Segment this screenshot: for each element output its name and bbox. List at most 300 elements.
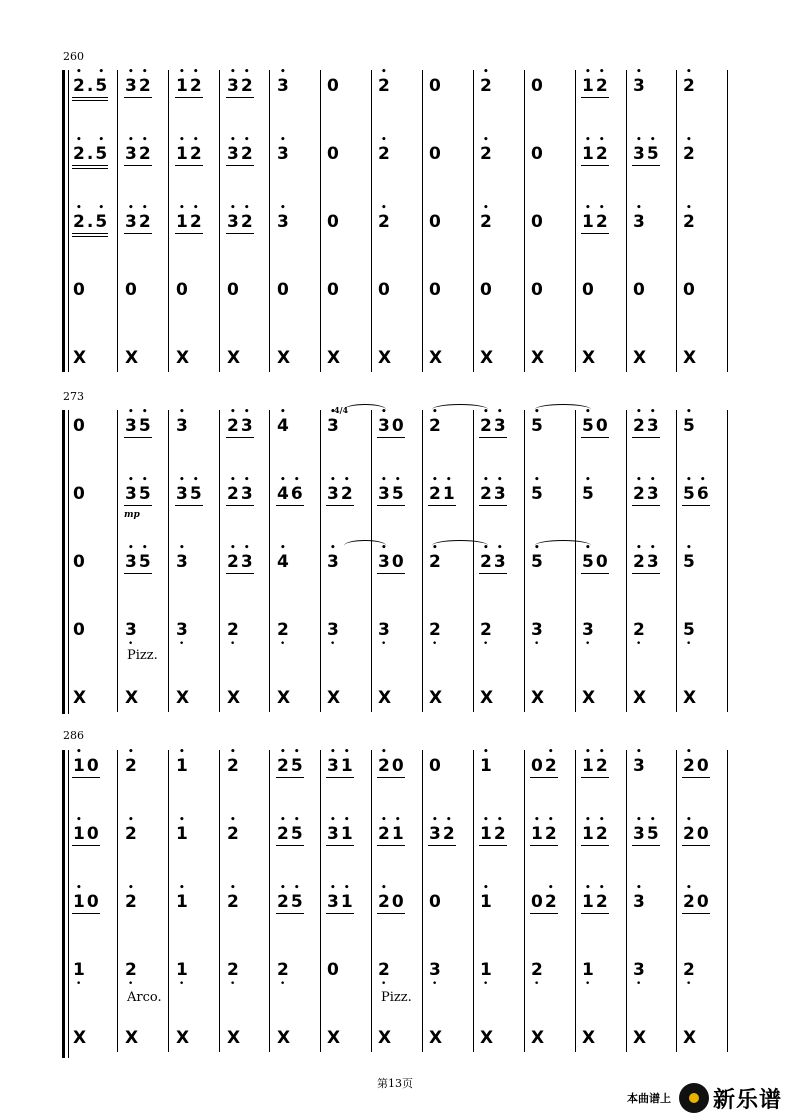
measure-cell (377, 883, 405, 912)
measure-cell (326, 144, 340, 164)
note-glyph: 3 • (327, 883, 339, 912)
octave-dot-above: • (141, 135, 148, 145)
measure-cell (72, 815, 100, 844)
measure-cell (326, 407, 340, 436)
note-group (377, 67, 391, 96)
measure-cell (632, 475, 660, 504)
measure-cell (226, 475, 254, 504)
note-glyph: 3 • (646, 475, 659, 504)
measure-cell (530, 348, 545, 368)
measure-cell (530, 747, 558, 776)
note-group (428, 815, 456, 846)
note-glyph: X (378, 348, 392, 368)
note-glyph: 3 • (633, 67, 645, 96)
octave-dot-above: • (280, 135, 286, 145)
note-glyph: X (227, 348, 241, 368)
note-group (479, 815, 507, 846)
measure-cell (428, 892, 442, 912)
octave-dot-above: • (179, 203, 185, 213)
measure-cell (428, 212, 442, 232)
note-group (226, 960, 240, 980)
note-glyph: 5 • (531, 543, 543, 572)
note-group (581, 883, 609, 914)
note-glyph: X (480, 348, 494, 368)
note-glyph: X (125, 1028, 139, 1048)
note-glyph: 5 • (189, 475, 202, 504)
note-group (581, 407, 609, 438)
octave-dot-above: • (585, 883, 591, 893)
note-group (72, 416, 86, 436)
note-glyph: 3 • (633, 747, 645, 776)
octave-dot-above: • (381, 543, 387, 553)
bar-line (320, 750, 321, 1052)
bar-line (575, 410, 576, 712)
note-group (72, 348, 87, 368)
octave-dot-above: • (230, 203, 236, 213)
measure-cell (581, 135, 609, 164)
note-glyph: 5 • (138, 407, 151, 436)
measure-cell (276, 688, 291, 708)
octave-dot-above: • (192, 475, 199, 485)
logo-name: 新乐谱 (712, 1087, 782, 1113)
octave-dot-above: • (128, 407, 134, 417)
note-glyph: 1 • (391, 815, 404, 844)
measure-cell (428, 543, 442, 572)
note-group (226, 348, 241, 368)
note-group (682, 815, 710, 846)
measure-cell (682, 475, 710, 504)
note-glyph: 2 (277, 960, 289, 980)
note-glyph: X (327, 688, 341, 708)
note-glyph: 3 • (429, 815, 441, 844)
note-group (428, 212, 442, 232)
note-glyph: X (277, 348, 291, 368)
note-group (428, 960, 442, 980)
measure-cell (175, 1028, 190, 1048)
octave-dot-above: • (432, 815, 438, 825)
note-glyph: 0 (176, 280, 188, 300)
measure-cell (479, 1028, 494, 1048)
octave-dot-above: • (381, 883, 387, 893)
octave-dot-above: • (598, 135, 605, 145)
note-glyph: 3 • (240, 407, 253, 436)
octave-dot-below: • (179, 639, 185, 649)
note-glyph: 3 (633, 960, 645, 980)
note-glyph: 3 • (646, 407, 659, 436)
measure-cell (428, 756, 442, 776)
octave-dot-above: • (483, 407, 489, 417)
octave-dot-above: • (141, 67, 148, 77)
note-group (530, 407, 544, 436)
note-group (276, 883, 304, 914)
octave-dot-above: • (636, 475, 642, 485)
octave-dot-above: • (636, 543, 642, 553)
measure-cell (479, 620, 493, 649)
measure-cell (226, 960, 240, 989)
octave-dot-below: • (280, 979, 286, 989)
note-group (72, 280, 86, 300)
note-group (276, 688, 291, 708)
note-glyph: 3 • (646, 543, 659, 572)
note-group (276, 67, 290, 96)
note-glyph: 3 • (125, 475, 137, 504)
system-brace (62, 410, 71, 714)
note-glyph: X (429, 348, 443, 368)
note-group (479, 883, 493, 912)
note-group (581, 348, 596, 368)
note-group (124, 67, 152, 98)
note-glyph: 2 • (429, 407, 441, 436)
note-group (632, 620, 646, 640)
measure-cell (581, 475, 595, 504)
bar-line (727, 70, 728, 372)
note-group (326, 76, 340, 96)
note-glyph: X (531, 688, 545, 708)
note-glyph: 3 • (493, 475, 506, 504)
bar-line (371, 750, 372, 1052)
measure-cell (377, 688, 392, 708)
note-glyph: 2 • (595, 883, 608, 912)
note-group (72, 883, 100, 914)
octave-dot-above: • (280, 543, 286, 553)
note-group (72, 815, 100, 846)
measure-cell (479, 815, 507, 844)
note-group (682, 348, 697, 368)
octave-dot-above: • (445, 815, 452, 825)
note-glyph: 3 • (227, 203, 239, 232)
measure-cell (530, 688, 545, 708)
note-glyph: 0 (327, 76, 339, 96)
note-glyph: 6 • (696, 475, 709, 504)
note-group (632, 815, 660, 846)
measure-cell (428, 620, 442, 649)
note-group (276, 960, 290, 980)
note-glyph: 5 • (582, 475, 594, 504)
note-group (377, 203, 391, 232)
note-glyph: X (378, 1028, 392, 1048)
note-group (682, 543, 696, 572)
note-glyph: . (86, 76, 94, 96)
note-glyph: 0 (531, 212, 543, 232)
measure-cell (72, 348, 87, 368)
note-group (226, 407, 254, 438)
note-glyph: 0 (73, 280, 85, 300)
note-group (72, 203, 108, 237)
note-glyph: 3 • (327, 543, 339, 572)
note-group (377, 960, 391, 980)
measure-cell (276, 883, 304, 912)
octave-dot-above: • (547, 747, 554, 757)
meter-marking: 4/4 (334, 405, 349, 415)
note-group (326, 144, 340, 164)
note-group (632, 67, 646, 96)
note-group (479, 960, 493, 980)
note-group (632, 960, 646, 980)
bar-line (320, 70, 321, 372)
measure-cell (72, 747, 100, 776)
note-glyph: 0 (429, 144, 441, 164)
measure-cell (124, 883, 138, 912)
measure-cell (276, 475, 304, 504)
octave-dot-above: • (686, 815, 692, 825)
note-group (276, 407, 290, 436)
note-glyph: 3 • (277, 203, 289, 232)
octave-dot-above: • (98, 203, 105, 213)
note-group (377, 747, 405, 778)
octave-dot-above: • (293, 815, 300, 825)
bar-line (727, 410, 728, 712)
octave-dot-above: • (280, 407, 286, 417)
note-group (428, 475, 456, 506)
octave-dot-above: • (179, 543, 185, 553)
tie-mark (344, 404, 386, 415)
note-group (682, 135, 696, 164)
measure-cell (124, 960, 138, 989)
octave-dot-above: • (141, 475, 148, 485)
note-glyph: X (480, 1028, 494, 1048)
note-glyph: 5 • (646, 135, 659, 164)
note-glyph: 1 • (340, 815, 353, 844)
note-group (377, 348, 392, 368)
note-glyph: X (227, 1028, 241, 1048)
note-glyph: 0 (73, 620, 85, 640)
measure-cell (632, 67, 646, 96)
measure-cell (326, 212, 340, 232)
measure-cell (326, 960, 340, 980)
measure-cell (124, 407, 152, 436)
note-glyph: 2 • (378, 135, 390, 164)
measure-cell (581, 280, 595, 300)
octave-dot-below: • (432, 639, 438, 649)
note-group (175, 280, 189, 300)
note-glyph: 2 • (429, 475, 441, 504)
note-glyph: 2 • (683, 135, 695, 164)
octave-dot-above: • (483, 135, 489, 145)
note-glyph: 0 (480, 280, 492, 300)
note-glyph: 0 (429, 76, 441, 96)
octave-dot-above: • (76, 203, 82, 213)
note-group (124, 543, 152, 574)
note-glyph: 1 • (176, 883, 188, 912)
note-glyph: 2 • (633, 543, 645, 572)
bar-line (320, 410, 321, 712)
note-glyph: X (227, 688, 241, 708)
note-group (530, 212, 544, 232)
note-glyph: 2 • (378, 883, 390, 912)
octave-dot-above: • (76, 135, 82, 145)
octave-dot-above: • (686, 543, 692, 553)
bar-line (117, 410, 118, 712)
bar-line (269, 410, 270, 712)
measure-cell (530, 280, 544, 300)
note-glyph: X (633, 688, 647, 708)
note-group (124, 475, 152, 506)
note-group (682, 407, 696, 436)
measure-cell (581, 67, 609, 96)
note-group (226, 475, 254, 506)
note-group (175, 135, 203, 166)
note-group (72, 484, 86, 504)
note-glyph: X (73, 1028, 87, 1048)
note-group (530, 883, 558, 914)
octave-dot-above: • (686, 407, 692, 417)
measure-cell (326, 815, 354, 844)
measure-cell (682, 407, 696, 436)
note-glyph: 0 (531, 144, 543, 164)
note-glyph: 0 (531, 892, 543, 912)
note-group (428, 688, 443, 708)
note-glyph: 0 (86, 756, 99, 776)
measure-cell (377, 475, 405, 504)
measure-cell (581, 1028, 596, 1048)
measure-cell (530, 960, 544, 989)
note-glyph: 1 • (480, 747, 492, 776)
octave-dot-above: • (128, 543, 134, 553)
octave-dot-above: • (699, 475, 706, 485)
measure-number: 260 (63, 50, 84, 63)
note-glyph: 4 • (277, 543, 289, 572)
octave-dot-above: • (636, 135, 642, 145)
note-glyph: 6 • (290, 475, 303, 504)
measure-cell (276, 620, 290, 649)
note-glyph: 1 (73, 960, 85, 980)
measure-cell (377, 747, 405, 776)
note-group (226, 280, 240, 300)
measure-cell (632, 815, 660, 844)
octave-dot-below: • (483, 639, 489, 649)
note-group (632, 475, 660, 506)
note-glyph: 2 (429, 620, 441, 640)
measure-cell (530, 475, 544, 504)
note-group (72, 620, 86, 640)
measure-cell (428, 815, 456, 844)
note-group (377, 280, 391, 300)
measure-cell (377, 135, 391, 164)
note-glyph: 0 (277, 280, 289, 300)
octave-dot-above: • (585, 543, 591, 553)
note-glyph: 2 • (340, 475, 353, 504)
note-group (175, 348, 190, 368)
measure-cell (226, 203, 254, 232)
note-group (530, 144, 544, 164)
note-group (72, 688, 87, 708)
note-glyph: 3 • (176, 543, 188, 572)
octave-dot-below: • (381, 639, 387, 649)
note-group (226, 688, 241, 708)
note-glyph: 2 (125, 960, 137, 980)
note-glyph: 0 (595, 552, 608, 572)
note-glyph: X (277, 1028, 291, 1048)
octave-dot-above: • (280, 203, 286, 213)
note-glyph: X (327, 348, 341, 368)
measure-cell (682, 543, 696, 572)
octave-dot-above: • (547, 815, 554, 825)
note-group (124, 280, 138, 300)
octave-dot-below: • (686, 639, 692, 649)
note-group (72, 960, 86, 980)
octave-dot-above: • (280, 475, 286, 485)
note-glyph: 5 • (138, 475, 151, 504)
note-glyph: 2 • (429, 543, 441, 572)
measure-cell (682, 815, 710, 844)
note-glyph: 5 • (582, 407, 594, 436)
measure-cell (72, 552, 86, 572)
measure-cell (326, 883, 354, 912)
octave-dot-above: • (343, 747, 350, 757)
measure-cell (226, 135, 254, 164)
note-group (530, 348, 545, 368)
measure-cell (276, 348, 291, 368)
note-glyph: 2 • (277, 883, 289, 912)
measure-cell (326, 543, 340, 572)
note-glyph: 2 • (277, 815, 289, 844)
octave-dot-above: • (394, 475, 401, 485)
note-glyph: X (125, 688, 139, 708)
note-glyph: 3 • (327, 747, 339, 776)
note-glyph: . (86, 212, 94, 232)
note-glyph: 2 • (480, 67, 492, 96)
note-group (428, 1028, 443, 1048)
note-group (682, 960, 696, 980)
note-glyph: 2 • (480, 475, 492, 504)
measure-cell (581, 348, 596, 368)
bar-line (524, 750, 525, 1052)
note-group (632, 135, 660, 166)
measure-cell (124, 543, 152, 572)
bar-line (219, 410, 220, 712)
note-group (72, 135, 108, 169)
measure-cell (479, 203, 493, 232)
note-group (124, 620, 138, 640)
note-group (276, 815, 304, 846)
note-glyph: 3 (531, 620, 543, 640)
note-glyph: 2 • (73, 135, 85, 164)
note-glyph: 1 • (176, 747, 188, 776)
note-glyph: 3 • (125, 203, 137, 232)
bar-line (117, 70, 118, 372)
note-group (530, 543, 544, 572)
note-group (175, 815, 189, 844)
octave-dot-above: • (636, 67, 642, 77)
note-glyph: 3 • (277, 67, 289, 96)
octave-dot-above: • (330, 883, 336, 893)
note-glyph: 0 (327, 144, 339, 164)
octave-dot-above: • (445, 475, 452, 485)
octave-dot-above: • (76, 815, 82, 825)
note-glyph: 2 • (480, 543, 492, 572)
octave-dot-above: • (128, 135, 134, 145)
measure-cell (632, 620, 646, 649)
measure-cell (175, 67, 203, 96)
note-glyph: 2 (277, 620, 289, 640)
note-group (377, 475, 405, 506)
octave-dot-above: • (141, 407, 148, 417)
measure-cell (72, 203, 108, 232)
octave-dot-above: • (686, 747, 692, 757)
note-glyph: 4 • (277, 475, 289, 504)
note-glyph: 0 (86, 892, 99, 912)
note-group (581, 1028, 596, 1048)
note-glyph: 2 (480, 620, 492, 640)
measure-cell (326, 348, 341, 368)
site-logo (627, 1083, 782, 1113)
note-group (326, 543, 340, 572)
measure-cell (326, 688, 341, 708)
measure-cell (276, 960, 290, 989)
measure-cell (124, 815, 138, 844)
octave-dot-below: • (179, 979, 185, 989)
note-group (326, 883, 354, 914)
